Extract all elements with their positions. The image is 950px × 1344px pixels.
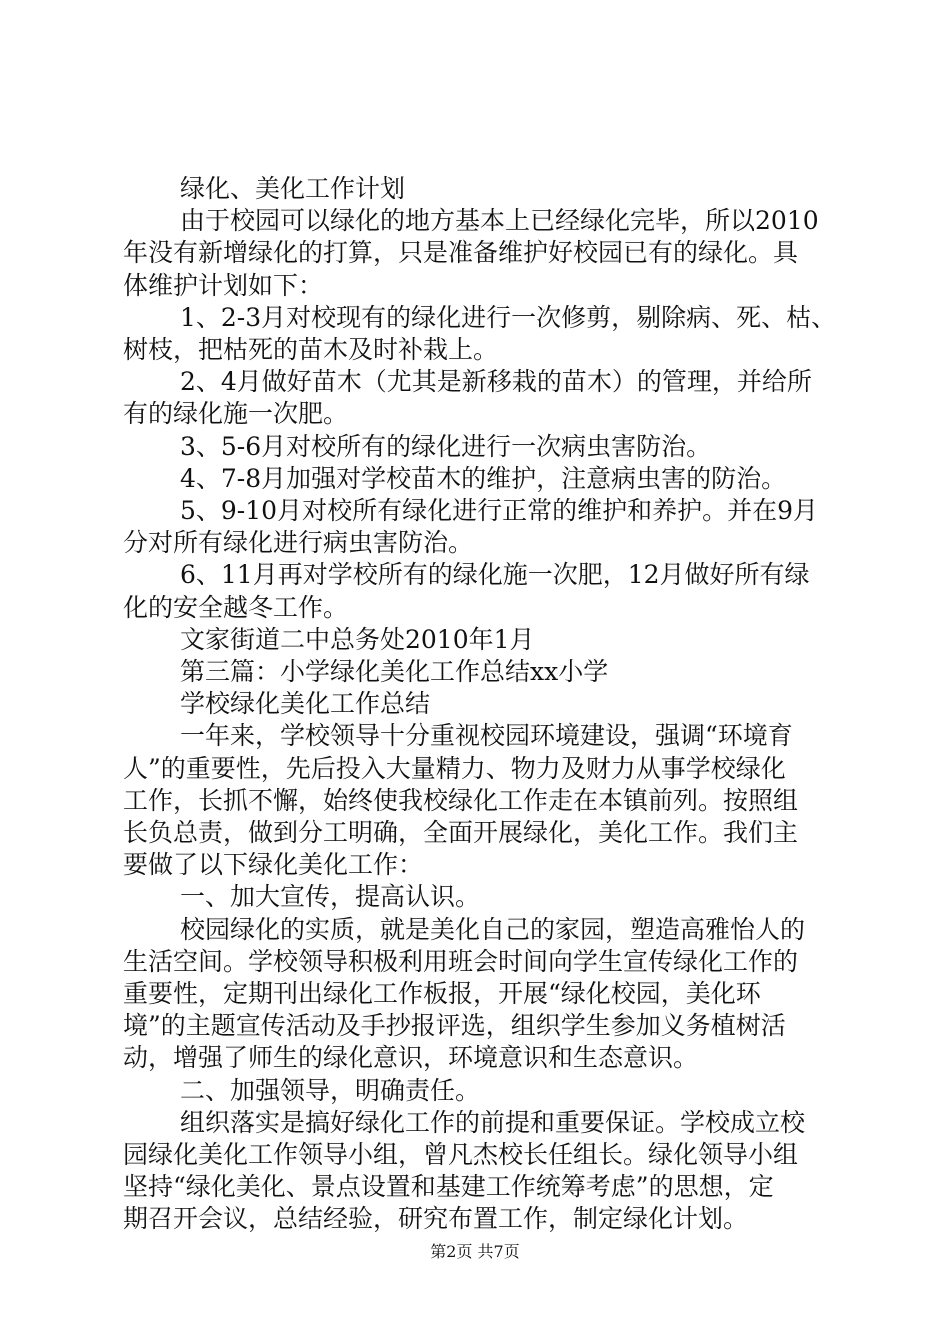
text-line: 二、加强领导，明确责任。 [180,1076,481,1105]
text-line: 生活空间。学校领导积极利用班会时间向学生宣传绿化工作的 [123,947,799,976]
text-line: 3、5-6月对校所有的绿化进行一次病虫害防治。 [180,432,712,461]
text-line: 有的绿化施一次肥。 [123,399,349,428]
text-line: 组织落实是搞好绿化工作的前提和重要保证。学校成立校 [180,1108,806,1137]
text-line: 4、7-8月加强对学校苗木的维护，注意病虫害的防治。 [180,464,787,493]
text-line: 要做了以下绿化美化工作： [123,850,424,879]
text-line: 学校绿化美化工作总结 [180,689,431,718]
text-line: 境”的主题宣传活动及手抄报评选，组织学生参加义务植树活 [123,1011,786,1040]
text-line: 动，增强了师生的绿化意识，环境意识和生态意识。 [123,1043,699,1072]
text-line: 化的安全越冬工作。 [123,593,349,622]
text-line: 校园绿化的实质，就是美化自己的家园，塑造高雅怡人的 [180,915,806,944]
text-line: 体维护计划如下： [123,271,324,300]
text-line: 坚持“绿化美化、景点设置和基建工作统筹考虑”的思想，定 [123,1172,774,1201]
text-line: 5、9-10月对校所有绿化进行正常的维护和养护。并在9月 [180,496,818,525]
text-line: 2、4月做好苗木（尤其是新移栽的苗木）的管理，并给所 [180,367,812,396]
text-line: 重要性，定期刊出绿化工作板报，开展“绿化校园，美化环 [123,979,761,1008]
text-line: 第三篇：小学绿化美化工作总结xx小学 [180,657,609,686]
text-line: 期召开会议，总结经验，研究布置工作，制定绿化计划。 [123,1204,749,1233]
text-line: 树枝，把枯死的苗木及时补栽上。 [123,335,499,364]
text-line: 由于校园可以绿化的地方基本上已经绿化完毕，所以2010 [180,206,819,235]
text-line: 一、加大宣传，提高认识。 [180,882,481,911]
text-line: 一年来，学校领导十分重视校园环境建设，强调“环境育 [180,721,793,750]
text-line: 长负总责，做到分工明确，全面开展绿化，美化工作。我们主 [123,818,799,847]
text-line: 人”的重要性，先后投入大量精力、物力及财力从事学校绿化 [123,754,786,783]
text-line: 绿化、美化工作计划 [180,174,406,203]
text-line: 1、2-3月对校现有的绿化进行一次修剪，剔除病、死、枯、 [180,303,837,332]
text-line: 年没有新增绿化的打算，只是准备维护好校园已有的绿化。具 [123,238,799,267]
text-line: 工作，长抓不懈，始终使我校绿化工作走在本镇前列。按照组 [123,786,799,815]
page-number-footer: 第2页 共7页 [430,1242,520,1261]
text-line: 文家街道二中总务处2010年1月 [180,625,535,654]
text-line: 园绿化美化工作领导小组，曾凡杰校长任组长。绿化领导小组 [123,1140,799,1169]
text-line: 6、11月再对学校所有的绿化施一次肥，12月做好所有绿 [180,560,810,589]
text-line: 分对所有绿化进行病虫害防治。 [123,528,474,557]
